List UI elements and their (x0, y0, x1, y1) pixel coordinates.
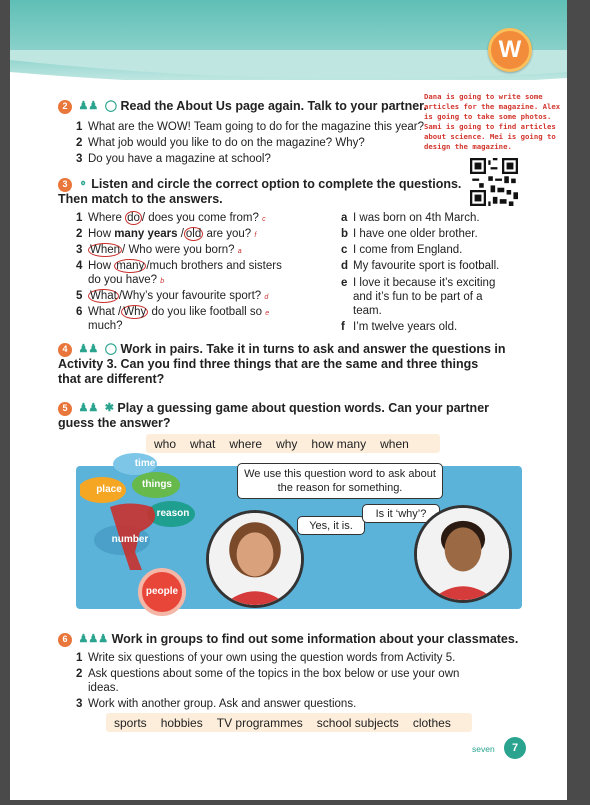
speech-bubble-yes: Yes, it is. (297, 516, 365, 535)
headphones-icon: ⚬ (78, 178, 88, 191)
girl-avatar (206, 510, 304, 608)
answer-line: d My favourite sport is football. (341, 260, 500, 272)
answer-line: c I come from England. (341, 244, 463, 256)
activity-4-line: Work in pairs. Take it in turns to ask and answer the questions in (120, 342, 506, 356)
question-continuation: do you have? b (88, 274, 165, 286)
question-line: 3 When / Who were you born? a (76, 244, 242, 256)
topic-chip: clothes (412, 715, 451, 730)
pair-icon: ♟♟ (78, 100, 99, 113)
tag-reason: reason (156, 508, 190, 519)
answer-line: f I’m twelve years old. (341, 321, 458, 333)
logo-letter: W (498, 36, 522, 63)
pair-icon: ♟♟ (78, 402, 99, 415)
speech-bubble-icon: ◯ (104, 343, 118, 356)
tag-time: time (134, 458, 156, 469)
topic-chip: school subjects (316, 715, 399, 730)
word-chip: what (190, 436, 216, 451)
answer-line: e I love it because it’s exciting (341, 277, 496, 289)
activity-number: 6 (58, 633, 72, 647)
tag-number: number (111, 534, 149, 545)
page-number: 7 (504, 737, 526, 759)
question-line: 2 What job would you like to do on the magazine? Why? (76, 137, 365, 149)
word-chip: how many (311, 436, 367, 451)
question-word-box (146, 434, 440, 453)
activity-6-heading (58, 632, 538, 647)
activity-5-heading (58, 401, 528, 431)
activity-6-instruction: Work in groups to find out some information about your classmates. (111, 632, 519, 646)
task-line: 2 Ask questions about some of the topics in the box below or use your own (76, 668, 460, 680)
word-chip: why (276, 436, 298, 451)
answer-line: b I have one older brother. (341, 228, 478, 240)
word-chip: who (154, 436, 177, 451)
activity-4-heading (58, 342, 528, 387)
activity-number: 5 (58, 402, 72, 416)
tag-things: things (142, 479, 172, 490)
circled-option: old (185, 228, 202, 240)
question-line: 5 What /Why’s your favourite sport? d (76, 290, 269, 302)
question-line: 1 What are the WOW! Team going to do for the magazine this year? (76, 121, 425, 133)
answer-line: and it’s fun to be part of a (353, 291, 483, 303)
activity-2-instruction: Read the About Us page again. Talk to your partner. (120, 99, 427, 113)
activity-3-instruction-2: Then match to the answers. (58, 192, 223, 207)
game-icon: ✱ (104, 402, 114, 415)
question-line: 4 How many /much brothers and sisters (76, 260, 282, 272)
question-line: 6 What / Why do you like football so e (76, 306, 270, 318)
tag-place: place (96, 484, 122, 495)
topic-chip: sports (114, 715, 147, 730)
circled-option: What (90, 290, 117, 302)
circled-option: When (90, 244, 121, 256)
question-continuation: much? (88, 320, 123, 332)
speech-bubble-definition: We use this question word to ask about the reason for something. (237, 463, 443, 499)
activity-5-line: Play a guessing game about question words. Can your partner (117, 401, 490, 415)
question-line: 1 Where do / does you come from? c (76, 212, 266, 224)
circled-option: many (116, 260, 145, 272)
activity-number: 2 (58, 100, 72, 114)
topic-chip: TV programmes (216, 715, 303, 730)
topics-box (106, 713, 472, 732)
question-line: 2 How many years / old are you? f (76, 228, 257, 240)
answer-line: a I was born on 4th March. (341, 212, 480, 224)
activity-number: 4 (58, 343, 72, 357)
activity-3-heading (58, 177, 478, 207)
handwritten-note: Dana is going to write some articles for the magazine. Alex is going to take some photos. Sami is going to find articles about science. Mei is going to design the magazine. (424, 92, 561, 151)
activity-3-instruction: Listen and circle the correct option to complete the questions. (91, 177, 462, 191)
header-wave (10, 50, 567, 90)
tag-people: people (145, 586, 179, 597)
task-line: ideas. (88, 682, 119, 694)
task-line: 1 Write six questions of your own using the question words from Activity 5. (76, 652, 456, 664)
wow-logo (488, 28, 532, 72)
task-line: 3 Work with another group. Ask and answer questions. (76, 698, 357, 710)
circled-option: do (127, 212, 140, 224)
speech-bubble-icon: ◯ (104, 100, 118, 113)
activity-4-line: that are different? (58, 372, 165, 387)
speech-bubble-guess: Is it ‘why’? (362, 504, 440, 523)
topic-chip: hobbies (160, 715, 203, 730)
activity-number: 3 (58, 178, 72, 192)
group-icon: ♟♟♟ (78, 633, 109, 646)
boy-avatar (414, 505, 512, 603)
word-chip: where (229, 436, 263, 451)
activity-2-heading (58, 99, 427, 114)
activity-4-line: Activity 3. Can you find three things that are the same and three things (58, 357, 479, 372)
word-chip: when (380, 436, 409, 451)
page-word: seven (472, 744, 495, 754)
activity-5-line: guess the answer? (58, 416, 171, 431)
textbook-page (10, 0, 567, 800)
question-line: 3 Do you have a magazine at school? (76, 153, 271, 165)
circled-option: Why (123, 306, 147, 318)
answer-line: team. (353, 305, 382, 317)
pair-icon: ♟♟ (78, 343, 99, 356)
